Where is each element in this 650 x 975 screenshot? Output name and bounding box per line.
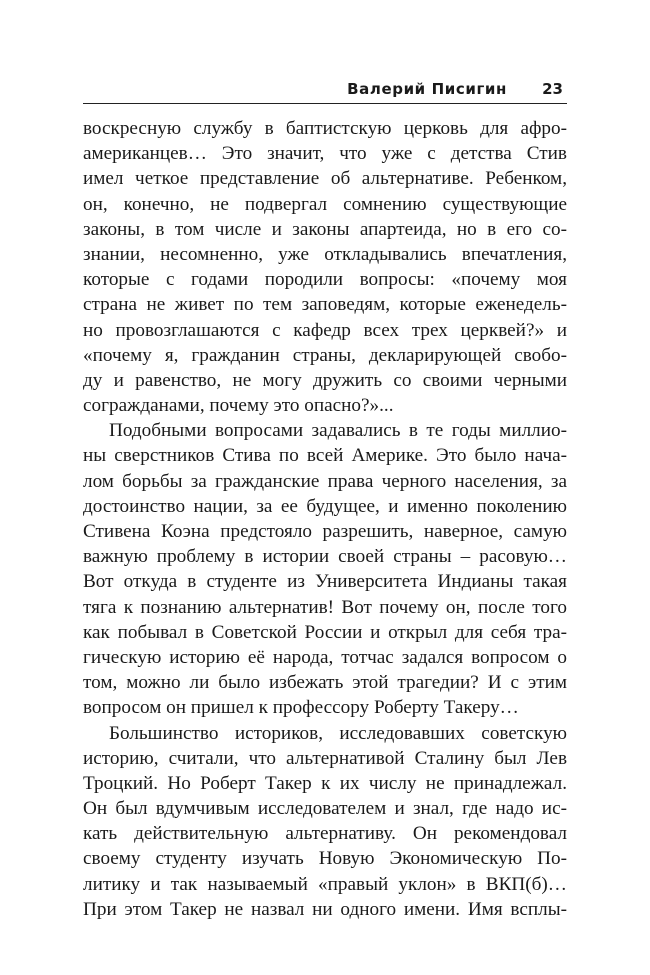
text-line: своему студенту изучать Новую Экономическую По- (83, 848, 567, 870)
header-author: Валерий Писигин (347, 80, 507, 98)
text-line: тяга к познанию альтернатив! Вот почему он, после того (83, 596, 567, 618)
page-number: 23 (542, 80, 563, 98)
text-line: Троцкий. Но Роберт Такер к их числу не принадлежал. (83, 772, 567, 794)
text-line: литику и так называемый «правый уклон» в ВКП(б)… (83, 873, 567, 895)
text-line: том, можно ли было избежать этой трагедии? И с этим (83, 672, 567, 694)
text-line: американцев… Это значит, что уже с детства Стив (83, 143, 567, 165)
paragraph (83, 116, 567, 418)
text-line: Стивена Коэна предстояло разрешить, наверное, самую (83, 521, 567, 542)
paragraph (83, 721, 567, 923)
text-line: но провозглашаются с кафедр всех трех церквей?» и (83, 319, 567, 341)
text-line: историю, считали, что альтернативой Сталину был Лев (83, 747, 567, 769)
text-line: воскресную службу в баптистскую церковь для афро- (83, 118, 567, 139)
text-line: он, конечно, не подвергал сомнению существующие (83, 193, 567, 215)
header-rule (83, 103, 567, 104)
running-header (83, 79, 567, 103)
text-line: согражданами, почему это опасно?»... (83, 395, 394, 417)
text-line: При этом Такер не назвал ни одного имени. Имя всплы- (83, 898, 567, 920)
text-line: знании, несомненно, уже откладывались впечатления, (83, 243, 567, 265)
page-body-text (83, 116, 567, 922)
text-line: Большинство историков, исследовавших советскую (109, 722, 567, 744)
text-line: «почему я, гражданин страны, декларирующей свобо- (83, 344, 567, 366)
text-line: имел четкое представление об альтернативе. Ребенком, (83, 168, 567, 190)
text-line: лом борьбы за гражданские права черного населения, за (83, 470, 567, 492)
text-line: ду и равенство, не могу дружить со своими черными (83, 369, 567, 391)
text-line: кать действительную альтернативу. Он рекомендовал (83, 823, 567, 845)
text-line: Вот откуда в студенте из Университета Индианы такая (83, 571, 567, 593)
text-line: законы, в том числе и законы апартеида, но в его со- (83, 218, 567, 240)
text-line: страна не живет по тем заповедям, которые еженедель- (83, 294, 567, 316)
text-line: ны сверстников Стива по всей Америке. Это было нача- (83, 445, 567, 467)
text-line: которые с годами породили вопросы: «почему моя (83, 269, 567, 291)
text-line: Он был вдумчивым исследователем и знал, где надо ис- (83, 798, 567, 820)
text-line: вопросом он пришел к профессору Роберту Такеру… (83, 697, 519, 719)
text-line: гическую историю её народа, тотчас задался вопросом о (83, 646, 567, 668)
text-line: достоинство нации, за ее будущее, и именно поколению (83, 495, 567, 517)
text-line: Подобными вопросами задавались в те годы миллио- (109, 420, 567, 442)
paragraph (83, 418, 567, 720)
text-line: как побывал в Советской России и открыл для себя тра- (83, 621, 567, 643)
text-line: важную проблему в истории своей страны – расовую… (83, 546, 567, 568)
